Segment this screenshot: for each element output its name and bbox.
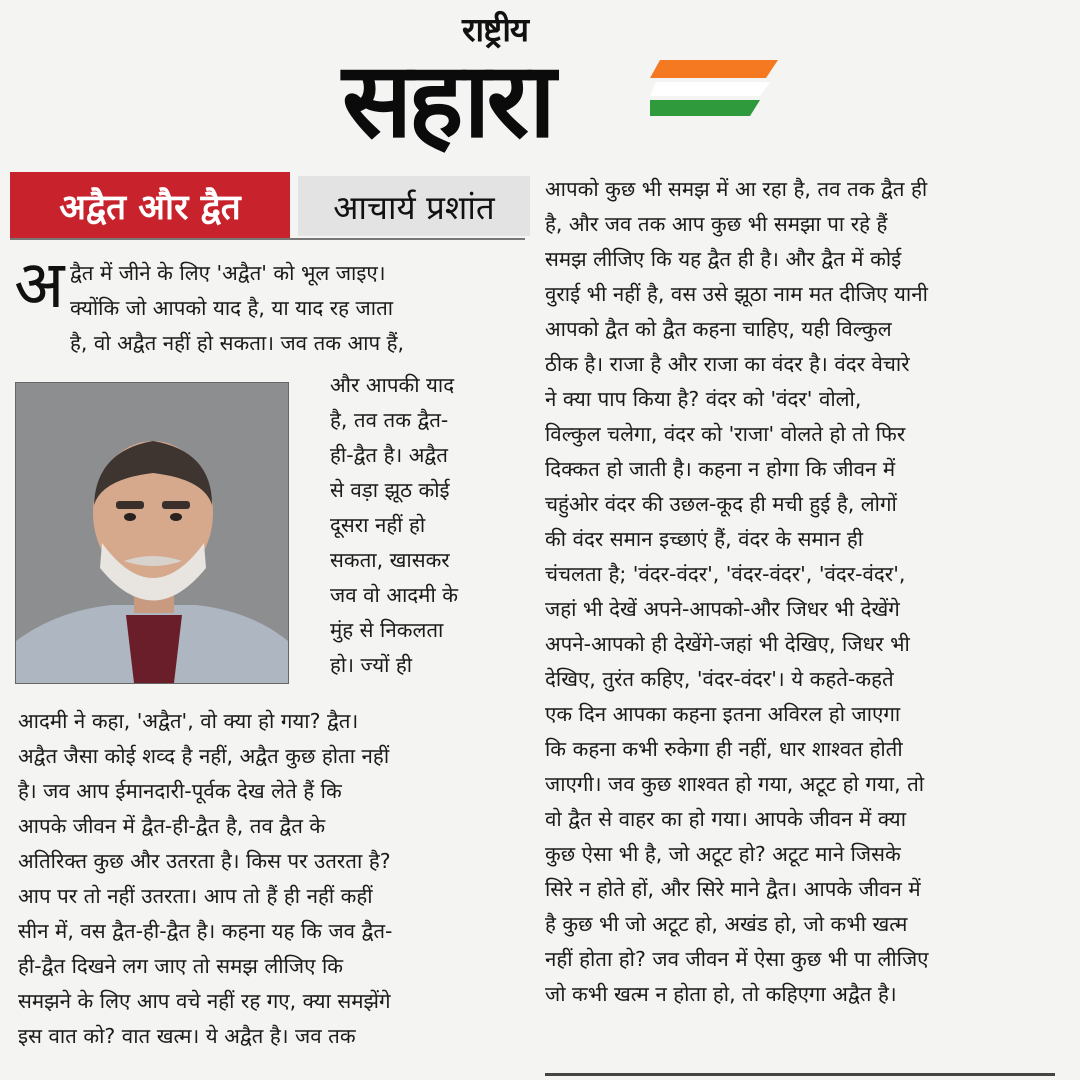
text-line: इस वात को? वात खत्म। ये अद्वैत है। जव तक <box>18 1024 356 1048</box>
text-line: अपने-आपको ही देखेंगे-जहां भी देखिए, जिधर भी <box>545 632 910 656</box>
text-line: आपको कुछ भी समझ में आ रहा है, तव तक द्वैत ही <box>545 177 928 201</box>
author-name: आचार्य प्रशांत <box>333 187 495 227</box>
text-line: है, और जव तक आप कुछ भी समझा पा रहे हैं <box>545 212 888 236</box>
article-title-box <box>10 172 290 240</box>
text-line: जाएगी। जव कुछ शाश्वत हो गया, अटूट हो गया, तो <box>545 772 925 796</box>
text-line: से वड़ा झूठ कोई <box>330 478 450 502</box>
text-line: अद्वैत जैसा कोई शव्द है नहीं, अद्वैत कुछ होता नहीं <box>18 744 390 768</box>
text-line: है, तव तक द्वैत- <box>330 408 449 432</box>
column-2-text <box>545 172 1065 1012</box>
text-line: चंचलता है; 'वंदर-वंदर', 'वंदर-वंदर', 'वंदर-वंदर', <box>545 562 906 586</box>
text-line: वुराई भी नहीं है, वस उसे झूठा नाम मत दीजिए यानी <box>545 282 928 306</box>
text-line: चहुंओर वंदर की उछल-कूद ही मची हुई है, लोगों <box>545 492 897 516</box>
text-line: है कुछ भी जो अटूट हो, अखंड हो, जो कभी खत्म <box>545 912 908 936</box>
text-line: समझ लीजिए कि यह द्वैत ही है। और द्वैत में कोई <box>545 247 902 271</box>
text-line: वो द्वैत से वाहर का हो गया। आपके जीवन में क्या <box>545 807 906 831</box>
header-rule <box>10 238 525 240</box>
masthead <box>0 0 1080 165</box>
author-box <box>298 176 530 236</box>
text-line: द्वैत में जीने के लिए 'अद्वैत' को भूल जाइए। <box>70 261 386 285</box>
column-1-bottom-text <box>18 704 533 1054</box>
drop-cap: अ <box>14 246 65 323</box>
article-header <box>10 172 530 240</box>
tricolor-flag-icon <box>650 58 780 118</box>
column-1-side-text <box>330 368 530 683</box>
text-line: ठीक है। राजा है और राजा का वंदर है। वंदर वेचारे <box>545 352 910 376</box>
text-line: आप पर तो नहीं उतरता। आप तो हैं ही नहीं कहीं <box>18 884 373 908</box>
text-line: विल्कुल चलेगा, वंदर को 'राजा' वोलते हो तो फिर <box>545 422 906 446</box>
author-photo <box>15 382 289 684</box>
text-line: है। जव आप ईमानदारी-पूर्वक देख लेते हैं कि <box>18 779 342 803</box>
text-line: समझने के लिए आप वचे नहीं रह गए, क्या समझेंगे <box>18 989 391 1013</box>
article-title: अद्वैत और द्वैत <box>59 187 241 228</box>
text-line: मुंह से निकलता <box>330 618 444 642</box>
text-line: दूसरा नहीं हो <box>330 513 426 537</box>
text-line: नहीं होता हो? जव जीवन में ऐसा कुछ भी पा लीजिए <box>545 947 929 971</box>
text-line: जहां भी देखें अपने-आपको-और जिधर भी देखेंगे <box>545 597 900 621</box>
masthead-top-word: राष्ट्रीय <box>462 10 529 49</box>
text-line: सीन में, वस द्वैत-ही-द्वैत है। कहना यह कि जव द्वैत- <box>18 919 393 943</box>
text-line: कुछ ऐसा भी है, जो अटूट हो? अटूट माने जिसके <box>545 842 901 866</box>
text-line: सिरे न होते हों, और सिरे माने द्वैत। आपके जीवन में <box>545 877 921 901</box>
text-line: ही-द्वैत है। अद्वैत <box>330 443 448 467</box>
text-line: ही-द्वैत दिखने लग जाए तो समझ लीजिए कि <box>18 954 344 978</box>
text-line: एक दिन आपका कहना इतना अविरल हो जाएगा <box>545 702 901 726</box>
text-line: हो। ज्यों ही <box>330 653 413 677</box>
text-line: और आपकी याद <box>330 373 455 397</box>
text-line: सकता, खासकर <box>330 548 450 572</box>
text-line: दिक्कत हो जाती है। कहना न होगा कि जीवन में <box>545 457 896 481</box>
text-line: अतिरिक्त कुछ और उतरता है। किस पर उतरता है? <box>18 849 391 873</box>
text-line: आपको द्वैत को द्वैत कहना चाहिए, यही विल्कुल <box>545 317 892 341</box>
text-line: आदमी ने कहा, 'अद्वैत', वो क्या हो गया? द्वैत। <box>18 709 359 733</box>
text-line: है, वो अद्वैत नहीं हो सकता। जव तक आप हैं, <box>70 331 405 355</box>
text-line: कि कहना कभी रुकेगा ही नहीं, धार शाश्वत होती <box>545 737 903 761</box>
masthead-title: सहारा <box>342 39 552 161</box>
text-line: की वंदर समान इच्छाएं हैं, वंदर के समान ही <box>545 527 864 551</box>
text-line: आपके जीवन में द्वैत-ही-द्वैत है, तव द्वैत के <box>18 814 326 838</box>
text-line: देखिए, तुरंत कहिए, 'वंदर-वंदर'। ये कहते-कहते <box>545 667 894 691</box>
column-end-rule <box>545 1073 1055 1076</box>
text-line: क्योंकि जो आपको याद है, या याद रह जाता <box>70 296 394 320</box>
text-line: जव वो आदमी के <box>330 583 459 607</box>
text-line: ने क्या पाप किया है? वंदर को 'वंदर' वोलो, <box>545 387 862 411</box>
column-1-intro <box>70 256 510 361</box>
text-line: जो कभी खत्म न होता हो, तो कहिएगा अद्वैत है। <box>545 982 897 1006</box>
